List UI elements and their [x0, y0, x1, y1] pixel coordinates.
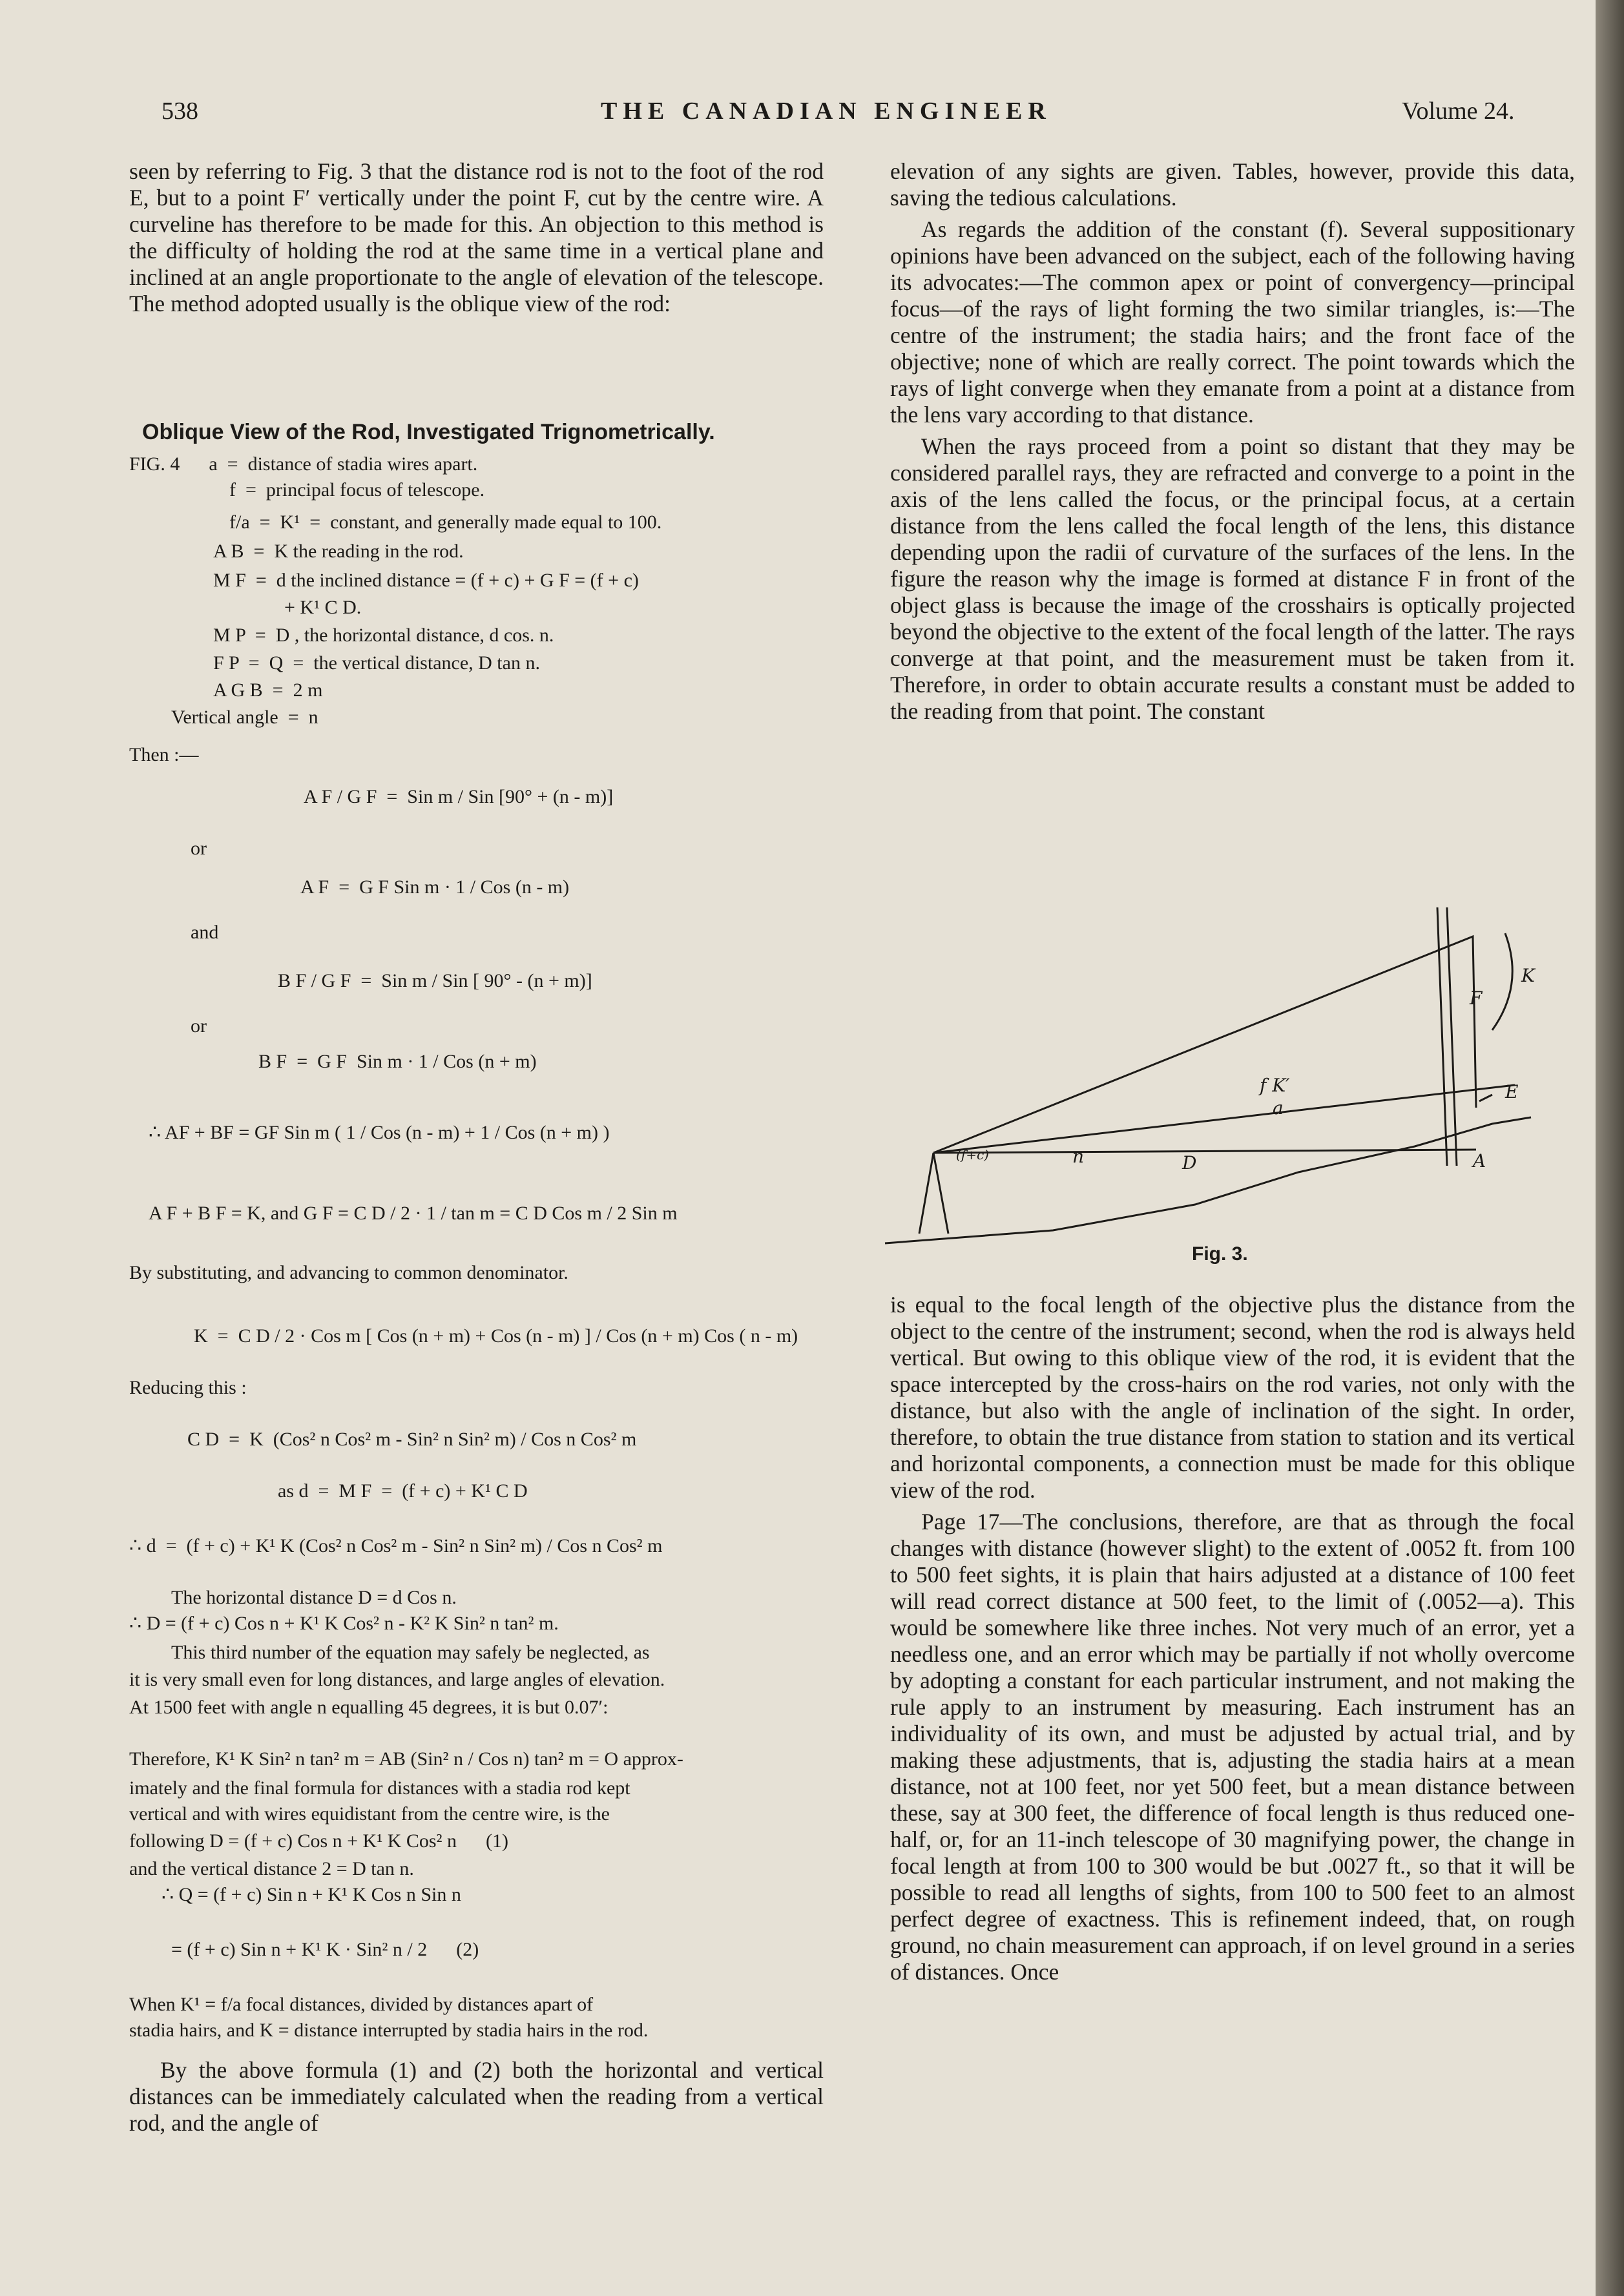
paragraph: When the rays proceed from a point so distant that they may be considered parallel rays, they are refracted and converge to a point in the axis of the lens called the focus, or the principal focus, at a certain distance from the lens called the focal length of the lens, this distance depending upon the radii of curvature of the surfaces of the lens. In the figure the reason why the image is formed at distance F in front of the object glass is because the image of the crosshairs is optically projected beyond the objective to the extent of the focal length of the latter. The rays converge at that point, and the measurement must be taken from it. Therefore, in order to obtain accurate results a constant must be added to the reading from that point. The constant	[890, 433, 1575, 724]
math-line: M F = d the inclined distance = (f + c) + G F = (f + c)	[213, 570, 639, 591]
math-line: A F = G F Sin m · 1 / Cos (n - m)	[300, 876, 570, 898]
math-line: At 1500 feet with angle n equalling 45 degrees, it is but 0.07′:	[129, 1697, 609, 1718]
label-fc: (f+c)	[956, 1147, 989, 1163]
math-line: A F / G F = Sin m / Sin [90° + (n - m)]	[304, 786, 614, 807]
math-line: By substituting, and advancing to common denominator.	[129, 1262, 568, 1283]
stadia-diagram	[885, 895, 1535, 1276]
page-number: 538	[161, 98, 198, 125]
math-line: ∴ Q = (f + c) Sin n + K¹ K Cos n Sin n	[161, 1884, 461, 1905]
math-line: Therefore, K¹ K Sin² n tan² m = AB (Sin² n / Cos n) tan² m = O approx-	[129, 1748, 683, 1770]
math-line: it is very small even for long distances, and large angles of elevation.	[129, 1669, 665, 1690]
math-line: = (f + c) Sin n + K¹ K · Sin² n / 2 (2)	[171, 1939, 479, 1960]
math-line: ∴ AF + BF = GF Sin m ( 1 / Cos (n - m) + 1 / Cos (n + m) )	[149, 1122, 610, 1143]
math-line: A G B = 2 m	[213, 679, 323, 701]
left-column-outro	[129, 2057, 824, 2136]
label-f: F	[1470, 988, 1483, 1009]
math-line: imately and the final formula for distances with a stadia rod kept	[129, 1777, 630, 1799]
math-line: as d = M F = (f + c) + K¹ C D	[278, 1480, 528, 1502]
math-line: This third number of the equation may safely be neglected, as	[171, 1642, 650, 1663]
math-line: F P = Q = the vertical distance, D tan n.	[213, 652, 540, 674]
math-line: and the vertical distance 2 = D tan n.	[129, 1858, 414, 1879]
math-line: following D = (f + c) Cos n + K¹ K Cos² n (1)	[129, 1830, 509, 1852]
right-column-top	[890, 158, 1575, 725]
math-line: K = C D / 2 · Cos m [ Cos (n + m) + Cos (n - m) ] / Cos (n + m) Cos ( n - m)	[194, 1325, 798, 1347]
math-line: ∴ D = (f + c) Cos n + K¹ K Cos² n - K² K Sin² n tan² m.	[129, 1613, 559, 1634]
intro-paragraph: seen by referring to Fig. 3 that the distance rod is not to the foot of the rod E, but to a point F′ vertically under the point F, cut by the centre wire. A curveline has therefore to be made for this. An objection to this method is the difficulty of holding the rod at the same time in a vertical plane and inclined at an angle proportionate to the angle of elevation of the telescope. The method adopted usually is the oblique view of the rod:	[129, 158, 824, 316]
paragraph: Page 17—The conclusions, therefore, are that as through the focal changes with distance (however slight) to the extent of .0052 ft. from 100 to 500 feet sights, it is plain that hairs adjusted at a distance of 100 feet will read correct distance at 500 feet, to the limit of (.0052—a). This would be somewhere like three inches. Not very much of an error, yet a needless one, and an error which may be partially if not wholly overcome by adopting a constant for each particular instrument, and not making the rule apply to an instrument by measuring. Each instrument has an individuality of its own, and must be adjusted by actual trial, and by making these adjustments, that is, adjusting the stadia hairs at a mean distance, not at 100 feet, nor yet 500 feet, but a mean distance between these, say at 300 feet, the difference of focal length is thus reduced one-half, or, for an 11-inch telescope of 30 magnifying power, the change in focal length at from 100 to 300 would be but .0027 ft., so that it will be possible to read all lengths of sights, from 100 to 500 feet to an almost perfect degree of exactness. This is refinement indeed, that, on rough ground, no chain measurement can approach, if on level ground in a series of distances. Once	[890, 1509, 1575, 1985]
paragraph: elevation of any sights are given. Tables, however, provide this data, saving the tedious calculations.	[890, 158, 1575, 211]
math-line: + K¹ C D.	[284, 597, 362, 618]
paragraph: As regards the addition of the constant (f). Several suppositionary opinions have been advanced on the subject, each of the following having its advocates:—The common apex or point of convergency—principal focus—of the rays of light forming the two similar triangles, is:—The centre of the instrument; the stadia hairs; and the front face of the objective; none of which are really correct. The point towards which the rays of light converge when they emanate from a point at a distance from the lens vary according to that distance.	[890, 216, 1575, 428]
math-line: B F = G F Sin m · 1 / Cos (n + m)	[258, 1051, 537, 1072]
rod-brace	[1492, 933, 1512, 1030]
math-line: f/a = K¹ = constant, and generally made equal to 100.	[229, 512, 662, 533]
math-line: FIG. 4 a = distance of stadia wires apart.	[129, 453, 478, 475]
label-d: D	[1182, 1152, 1197, 1174]
label-n: n	[1072, 1146, 1085, 1167]
math-line: A B = K the reading in the rod.	[213, 541, 464, 562]
label-a: A	[1473, 1150, 1486, 1172]
math-line: When K¹ = f/a focal distances, divided by distances apart of	[129, 1994, 594, 2015]
math-line: vertical and with wires equidistant from the centre wire, is the	[129, 1803, 610, 1825]
math-line: A F + B F = K, and G F = C D / 2 · 1 / tan m = C D Cos m / 2 Sin m	[149, 1203, 678, 1224]
math-line: Reducing this :	[129, 1377, 247, 1398]
ground-line	[885, 1117, 1531, 1243]
right-column-bottom	[890, 1292, 1575, 1985]
math-line: stadia hairs, and K = distance interrupted by stadia hairs in the rod.	[129, 2020, 649, 2041]
math-line: ∴ d = (f + c) + K¹ K (Cos² n Cos² m - Sin² n Sin² m) / Cos n Cos² m	[129, 1535, 663, 1557]
math-line: M P = D , the horizontal distance, d cos. n.	[213, 625, 554, 646]
math-line: C D = K (Cos² n Cos² m - Sin² n Sin² m) / Cos n Cos² m	[187, 1429, 637, 1450]
math-line: and	[191, 922, 219, 943]
section-heading: Oblique View of the Rod, Investigated Trignometrically.	[142, 420, 715, 444]
instrument-tripod	[919, 1153, 948, 1234]
ray-end	[1479, 1095, 1492, 1101]
volume-label: Volume 24.	[1402, 98, 1515, 125]
left-column-intro	[129, 158, 824, 317]
figure-caption: Fig. 3.	[1192, 1243, 1248, 1265]
figure-3	[885, 895, 1535, 1276]
math-line: Vertical angle = n	[171, 707, 318, 728]
math-line: Then :—	[129, 744, 199, 765]
math-line: B F / G F = Sin m / Sin [ 90° - (n + m)]	[278, 970, 592, 991]
journal-title: THE CANADIAN ENGINEER	[601, 98, 1052, 125]
page-edge	[1596, 0, 1624, 2296]
math-line: f = principal focus of telescope.	[229, 479, 485, 501]
paragraph: is equal to the focal length of the objective plus the distance from the object to the centre of the instrument; second, when the rod is always held vertical. But owing to this oblique view of the rod, it is evident that the space intercepted by the cross-hairs on the rod varies, not only with the distance, but also with the angle of inclination of the sight. In order, therefore, to obtain the true distance from station to station and its vertical and horizontal components, a connection must be made for this oblique view of the rod.	[890, 1292, 1575, 1503]
label-fa: a	[1273, 1097, 1284, 1119]
label-k: K	[1521, 965, 1535, 986]
math-line: or	[191, 838, 207, 859]
math-line: or	[191, 1015, 207, 1037]
label-e: E	[1505, 1081, 1519, 1102]
label-fk: f K′	[1260, 1075, 1290, 1096]
outro-paragraph: By the above formula (1) and (2) both the horizontal and vertical distances can be immediately calculated when the reading from a vertical rod, and the angle of	[129, 2057, 824, 2136]
math-line: The horizontal distance D = d Cos n.	[171, 1587, 457, 1608]
